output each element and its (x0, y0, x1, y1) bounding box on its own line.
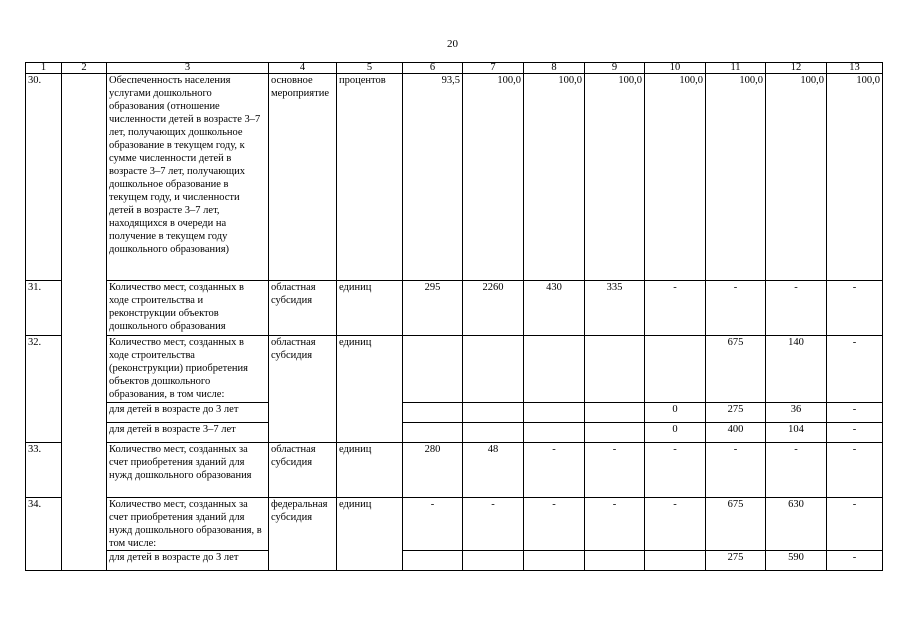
header-cell: 9 (585, 63, 645, 74)
value-cell: 36 (766, 403, 827, 423)
unit: единиц (337, 281, 403, 336)
row-number: 31. (26, 281, 62, 336)
value-cell: - (766, 443, 827, 498)
indicator-name: для детей в возрасте 3–7 лет (107, 423, 269, 443)
value-cell: - (645, 443, 706, 498)
header-cell: 8 (524, 63, 585, 74)
value-cell (463, 336, 524, 403)
value-cell: 675 (706, 336, 766, 403)
table-row (26, 498, 883, 551)
table-row (26, 403, 883, 423)
table-row (26, 443, 883, 498)
column-2-cell (62, 74, 107, 571)
value-cell (585, 423, 645, 443)
funding-source: основное мероприятие (269, 74, 337, 281)
value-cell: - (827, 403, 883, 423)
value-cell: 140 (766, 336, 827, 403)
value-cell: 335 (585, 281, 645, 336)
value-cell: - (645, 498, 706, 551)
value-cell (403, 403, 463, 423)
value-cell: 0 (645, 423, 706, 443)
table-row (26, 74, 883, 281)
value-cell: - (706, 443, 766, 498)
value-cell (524, 336, 585, 403)
value-cell: 100,0 (766, 74, 827, 281)
value-cell: 590 (766, 551, 827, 571)
header-cell: 12 (766, 63, 827, 74)
value-cell (403, 551, 463, 571)
header-row (26, 63, 883, 74)
value-cell: 280 (403, 443, 463, 498)
value-cell: - (827, 281, 883, 336)
unit: единиц (337, 498, 403, 571)
value-cell: 100,0 (706, 74, 766, 281)
value-cell: 430 (524, 281, 585, 336)
value-cell (524, 403, 585, 423)
value-cell: - (645, 281, 706, 336)
value-cell: - (463, 498, 524, 551)
header-cell: 3 (107, 63, 269, 74)
header-cell: 6 (403, 63, 463, 74)
unit: единиц (337, 443, 403, 498)
value-cell: 0 (645, 403, 706, 423)
value-cell (585, 551, 645, 571)
value-cell: 100,0 (645, 74, 706, 281)
header-cell: 1 (26, 63, 62, 74)
value-cell: 100,0 (585, 74, 645, 281)
value-cell: 93,5 (403, 74, 463, 281)
value-cell (585, 336, 645, 403)
header-cell: 4 (269, 63, 337, 74)
value-cell: - (827, 443, 883, 498)
value-cell: 100,0 (524, 74, 585, 281)
indicator-name: для детей в возрасте до 3 лет (107, 403, 269, 423)
value-cell: - (403, 498, 463, 551)
value-cell (585, 403, 645, 423)
value-cell (463, 423, 524, 443)
table-row (26, 423, 883, 443)
value-cell: - (766, 281, 827, 336)
value-cell: - (827, 498, 883, 551)
indicator-name: Количество мест, созданных в ходе строительства (реконструкции) приобретения объектов дошкольного образования, в том числе: (107, 336, 269, 403)
value-cell: - (706, 281, 766, 336)
value-cell: - (827, 423, 883, 443)
value-cell (463, 403, 524, 423)
value-cell: 48 (463, 443, 524, 498)
funding-source: областная субсидия (269, 281, 337, 336)
header-cell: 10 (645, 63, 706, 74)
funding-source: областная субсидия (269, 443, 337, 498)
row-number: 30. (26, 74, 62, 281)
value-cell: - (585, 443, 645, 498)
page-number: 20 (447, 38, 458, 50)
header-cell: 7 (463, 63, 524, 74)
header-cell: 2 (62, 63, 107, 74)
indicator-name: Количество мест, созданных за счет приобретения зданий для нужд дошкольного образования (107, 443, 269, 498)
indicator-name: Количество мест, созданных за счет приобретения зданий для нужд дошкольного образования, в том числе: (107, 498, 269, 551)
value-cell (645, 551, 706, 571)
value-cell: 400 (706, 423, 766, 443)
value-cell (645, 336, 706, 403)
table-row (26, 281, 883, 336)
table-row (26, 551, 883, 571)
value-cell: - (524, 498, 585, 551)
value-cell: 100,0 (827, 74, 883, 281)
value-cell: 275 (706, 403, 766, 423)
value-cell: 2260 (463, 281, 524, 336)
header-cell: 5 (337, 63, 403, 74)
value-cell (524, 551, 585, 571)
value-cell: - (585, 498, 645, 551)
value-cell: 295 (403, 281, 463, 336)
indicators-table (25, 62, 883, 571)
value-cell: 104 (766, 423, 827, 443)
table-row (26, 336, 883, 403)
funding-source: федеральная субсидия (269, 498, 337, 571)
funding-source: областная субсидия (269, 336, 337, 443)
value-cell (524, 423, 585, 443)
unit: процентов (337, 74, 403, 281)
value-cell: 630 (766, 498, 827, 551)
value-cell: 100,0 (463, 74, 524, 281)
row-number: 32. (26, 336, 62, 443)
row-number: 34. (26, 498, 62, 571)
value-cell: - (524, 443, 585, 498)
value-cell (463, 551, 524, 571)
value-cell (403, 336, 463, 403)
unit: единиц (337, 336, 403, 443)
value-cell: - (827, 551, 883, 571)
header-cell: 13 (827, 63, 883, 74)
indicator-name: Количество мест, созданных в ходе строительства и реконструкции объектов дошкольного образования (107, 281, 269, 336)
value-cell (403, 423, 463, 443)
indicator-name: для детей в возрасте до 3 лет (107, 551, 269, 571)
value-cell: - (827, 336, 883, 403)
value-cell: 675 (706, 498, 766, 551)
indicator-name: Обеспеченность населения услугами дошкольного образования (отношение численности детей в возрасте 3–7 лет, получающих дошкольное образование в текущем году, к сумме численности детей в возрасте 3–7 лет, получающих дошкольное образование в текущем году, и численности детей в возрасте 3–7 лет, находящихся в очереди на получение в текущем году дошкольного образования) (107, 74, 269, 281)
value-cell: 275 (706, 551, 766, 571)
header-cell: 11 (706, 63, 766, 74)
row-number: 33. (26, 443, 62, 498)
